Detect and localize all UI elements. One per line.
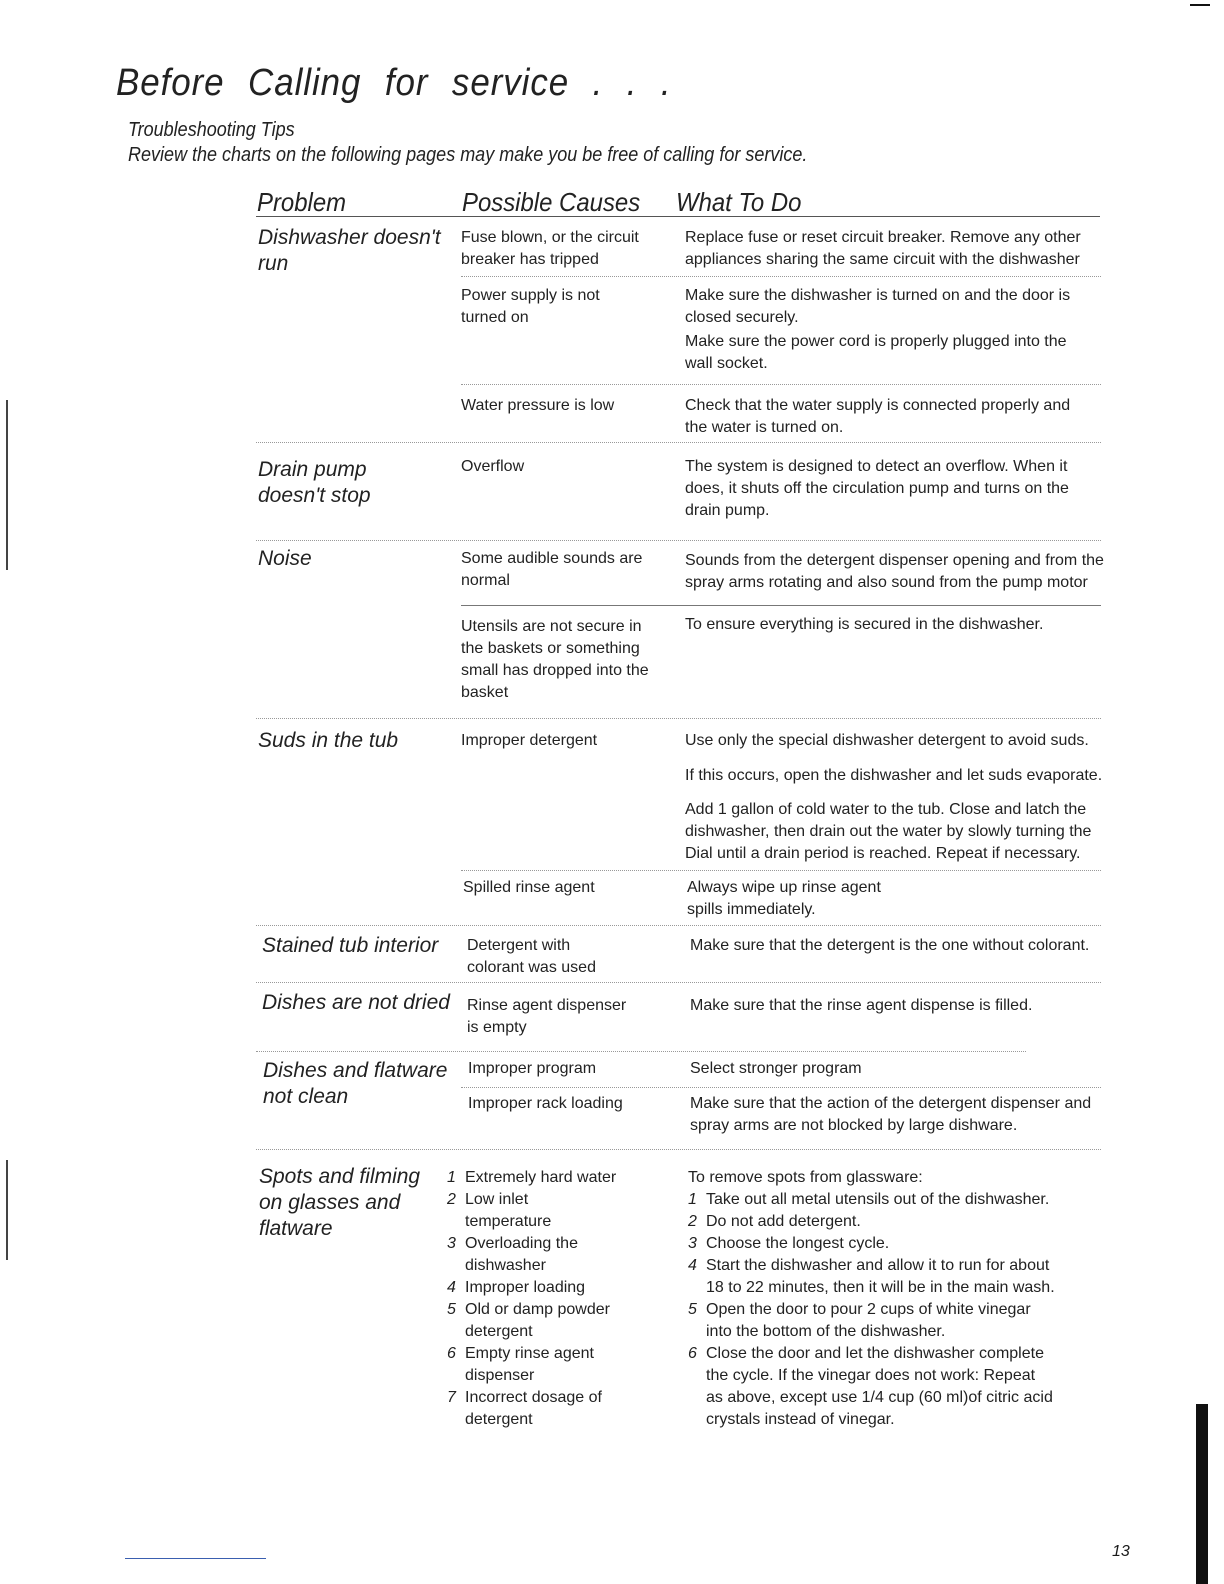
intro-text: Review the charts on the following pages may make you be free of calling for service. — [128, 144, 808, 166]
list-item: 1 Take out all metal utensils out of the dishwasher. — [688, 1191, 1050, 1208]
cause-text: Power supply is not turned on — [461, 287, 600, 326]
list-item: 6 Close the door and let the dishwasher complete the cycle. If the vinegar does not work: Repeat as above, except use 1/4 cup (60 ml)of citric acid crystals instead of vinegar. — [688, 1345, 1053, 1428]
list-item: 4 Start the dishwasher and allow it to run for about 18 to 22 minutes, then it will be in the main wash. — [688, 1257, 1055, 1296]
problem-label: Spots and filming on glasses and flatware — [259, 1165, 421, 1240]
todo-text: Make sure that the rinse agent dispense is filled. — [690, 997, 1033, 1014]
header-causes: Possible Causes — [462, 187, 641, 217]
list-item: 2 Do not add detergent. — [688, 1213, 861, 1230]
todo-text: Always wipe up rinse agent spills immediately. — [687, 879, 881, 918]
cause-text: Fuse blown, or the circuit breaker has tripped — [461, 229, 639, 268]
row-divider — [256, 718, 1101, 719]
todo-text: Make sure that the action of the detergent dispenser and spray arms are not blocked by large dishware. — [690, 1095, 1092, 1134]
todo-intro: To remove spots from glassware: — [688, 1169, 923, 1186]
footer-rule — [125, 1558, 266, 1559]
cause-text: Spilled rinse agent — [463, 879, 595, 896]
scan-edge-mark — [1190, 4, 1210, 6]
spots-causes-list — [447, 1167, 637, 1431]
todo-text: The system is designed to detect an overflow. When it does, it shuts off the circulation pump and turns on the drain pump. — [685, 458, 1069, 519]
todo-text: Select stronger program — [690, 1060, 862, 1077]
list-item: 5 Open the door to pour 2 cups of white vinegar into the bottom of the dishwasher. — [688, 1301, 1031, 1340]
cause-text: Improper program — [468, 1060, 597, 1077]
problem-label: Dishwasher doesn't run — [258, 226, 441, 275]
list-item: 1 Extremely hard water — [447, 1169, 617, 1186]
todo-text: Make sure the dishwasher is turned on and the door is closed securely. — [685, 287, 1071, 326]
row-divider — [256, 1149, 1101, 1150]
row-divider — [256, 1051, 1026, 1052]
scan-edge-mark — [6, 1160, 8, 1260]
problem-label: Stained tub interior — [262, 934, 439, 957]
row-divider — [461, 384, 1101, 385]
header-rule — [256, 216, 1100, 217]
todo-text: Add 1 gallon of cold water to the tub. Close and latch the dishwasher, then drain out the water by slowly turning the Dial until a drain period is reached. Repeat if necessary. — [685, 801, 1092, 862]
list-item: 4 Improper loading — [447, 1279, 586, 1296]
cause-text: Some audible sounds are normal — [461, 550, 643, 589]
row-divider — [256, 982, 1101, 983]
spots-todo-list — [688, 1167, 1068, 1431]
list-item: 3 Overloading the dishwasher — [447, 1235, 578, 1274]
todo-text: Make sure the power cord is properly plugged into the wall socket. — [685, 333, 1067, 372]
todo-text: Replace fuse or reset circuit breaker. Remove any other appliances sharing the same circuit with the dishwasher — [685, 229, 1081, 268]
page-title: Before Calling for service . . . — [116, 62, 672, 104]
list-item: 5 Old or damp powder detergent — [447, 1301, 610, 1340]
cause-text: Overflow — [461, 458, 525, 475]
problem-label: Suds in the tub — [258, 729, 399, 752]
todo-text: Check that the water supply is connected properly and the water is turned on. — [685, 397, 1071, 436]
cause-text: Utensils are not secure in the baskets or something small has dropped into the basket — [461, 618, 649, 701]
row-divider — [461, 1087, 1101, 1088]
row-divider — [256, 442, 1101, 443]
list-item: 3 Choose the longest cycle. — [688, 1235, 890, 1252]
todo-text: To ensure everything is secured in the dishwasher. — [685, 616, 1044, 633]
header-problem: Problem — [257, 187, 347, 217]
row-divider — [461, 605, 1101, 606]
cause-text: Water pressure is low — [461, 397, 615, 414]
problem-label: Noise — [258, 547, 312, 570]
cause-text: Improper detergent — [461, 732, 598, 749]
problem-label: Dishes and flatware not clean — [263, 1059, 448, 1108]
row-divider — [461, 276, 1101, 277]
row-divider — [256, 925, 1101, 926]
row-divider — [256, 540, 1101, 541]
cause-text: Rinse agent dispenser is empty — [467, 997, 627, 1036]
page-number: 13 — [1112, 1543, 1130, 1560]
todo-text: Make sure that the detergent is the one without colorant. — [690, 937, 1090, 954]
list-item: 7 Incorrect dosage of detergent — [447, 1389, 602, 1428]
cause-text: Detergent with colorant was used — [467, 937, 596, 976]
section-subtitle: Troubleshooting Tips — [128, 119, 295, 141]
todo-text: Sounds from the detergent dispenser opening and from the spray arms rotating and also sound from the pump motor — [685, 552, 1104, 591]
todo-text: If this occurs, open the dishwasher and let suds evaporate. — [685, 767, 1103, 784]
problem-label: Dishes are not dried — [262, 991, 450, 1014]
problem-label: Drain pump doesn't stop — [258, 458, 371, 507]
list-item: 6 Empty rinse agent dispenser — [447, 1345, 594, 1384]
row-divider — [461, 870, 1101, 871]
scan-edge-mark — [1196, 1404, 1208, 1584]
list-item: 2 Low inlet temperature — [447, 1191, 552, 1230]
todo-text: Use only the special dishwasher detergent to avoid suds. — [685, 732, 1089, 749]
cause-text: Improper rack loading — [468, 1095, 623, 1112]
header-todo: What To Do — [676, 187, 802, 217]
scan-edge-mark — [6, 400, 8, 570]
